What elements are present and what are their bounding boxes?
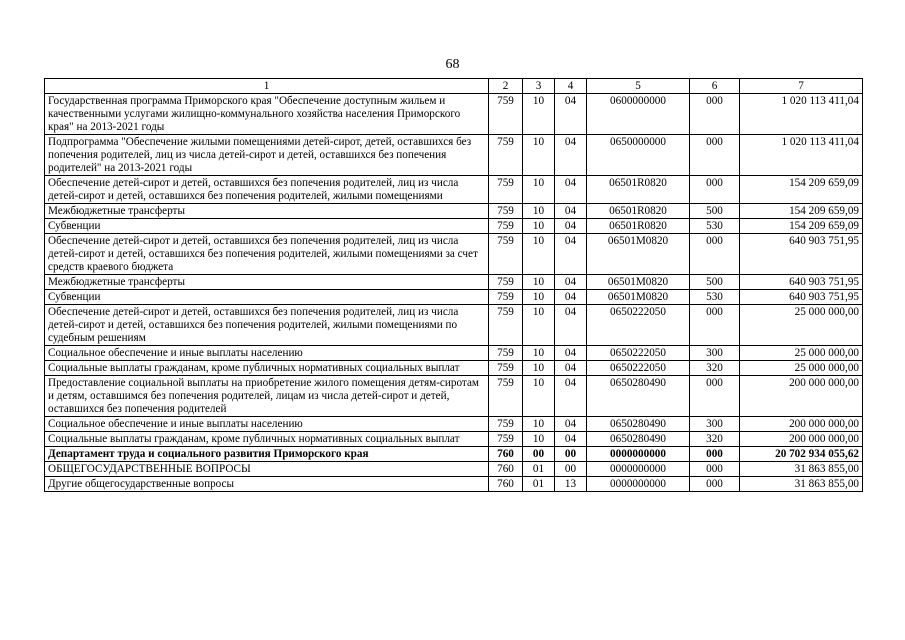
row-col-3: 10	[523, 94, 555, 135]
row-col-3: 10	[523, 234, 555, 275]
row-col-2: 759	[489, 432, 523, 447]
table-row	[45, 376, 863, 417]
row-col-2: 759	[489, 234, 523, 275]
row-description: Департамент труда и социального развития Приморского края	[45, 447, 489, 462]
header-row	[45, 79, 863, 94]
row-sum: 31 863 855,00	[740, 462, 863, 477]
row-col-3: 01	[523, 477, 555, 492]
row-col-4: 04	[555, 275, 587, 290]
row-col-5: 06501M0820	[587, 275, 690, 290]
row-col-3: 00	[523, 447, 555, 462]
row-col-3: 10	[523, 204, 555, 219]
row-col-5: 06501M0820	[587, 290, 690, 305]
row-col-5: 0650222050	[587, 361, 690, 376]
header-col-1: 1	[45, 79, 489, 94]
row-col-5: 0000000000	[587, 477, 690, 492]
row-col-4: 04	[555, 94, 587, 135]
row-col-6: 000	[690, 234, 740, 275]
row-col-5: 06501R0820	[587, 176, 690, 204]
row-description: Субвенции	[45, 219, 489, 234]
row-description: Социальные выплаты гражданам, кроме публичных нормативных социальных выплат	[45, 361, 489, 376]
row-col-4: 04	[555, 376, 587, 417]
row-col-3: 01	[523, 462, 555, 477]
row-col-2: 759	[489, 290, 523, 305]
row-description: Субвенции	[45, 290, 489, 305]
row-sum: 25 000 000,00	[740, 346, 863, 361]
row-sum: 1 020 113 411,04	[740, 94, 863, 135]
row-description: Социальное обеспечение и иные выплаты населению	[45, 417, 489, 432]
row-col-6: 530	[690, 219, 740, 234]
row-col-6: 000	[690, 477, 740, 492]
row-col-2: 759	[489, 305, 523, 346]
table-row	[45, 462, 863, 477]
table-row	[45, 234, 863, 275]
row-col-4: 04	[555, 305, 587, 346]
header-col-5: 5	[587, 79, 690, 94]
row-sum: 154 209 659,09	[740, 204, 863, 219]
row-col-3: 10	[523, 305, 555, 346]
row-description: ОБЩЕГОСУДАРСТВЕННЫЕ ВОПРОСЫ	[45, 462, 489, 477]
row-col-4: 04	[555, 290, 587, 305]
row-col-2: 759	[489, 361, 523, 376]
row-sum: 200 000 000,00	[740, 417, 863, 432]
header-col-4: 4	[555, 79, 587, 94]
row-col-4: 04	[555, 219, 587, 234]
row-col-6: 000	[690, 447, 740, 462]
row-col-2: 759	[489, 219, 523, 234]
row-col-3: 10	[523, 346, 555, 361]
row-sum: 640 903 751,95	[740, 275, 863, 290]
table-row	[45, 176, 863, 204]
row-col-4: 00	[555, 462, 587, 477]
header-col-3: 3	[523, 79, 555, 94]
row-col-5: 0650280490	[587, 432, 690, 447]
row-col-4: 04	[555, 361, 587, 376]
row-col-3: 10	[523, 417, 555, 432]
row-col-5: 0650000000	[587, 135, 690, 176]
row-col-5: 0600000000	[587, 94, 690, 135]
table-row	[45, 361, 863, 376]
row-col-4: 04	[555, 234, 587, 275]
row-col-6: 300	[690, 346, 740, 361]
row-col-6: 320	[690, 361, 740, 376]
row-description: Обеспечение детей-сирот и детей, оставшихся без попечения родителей, лиц из числа детей-сирот и детей, оставшихся без попечения родителей, жилыми помещениями	[45, 176, 489, 204]
table-row	[45, 94, 863, 135]
row-col-6: 300	[690, 417, 740, 432]
table-row	[45, 346, 863, 361]
row-col-4: 00	[555, 447, 587, 462]
row-sum: 200 000 000,00	[740, 432, 863, 447]
row-col-2: 760	[489, 462, 523, 477]
row-description: Межбюджетные трансферты	[45, 275, 489, 290]
page-number: 68	[445, 57, 460, 72]
row-col-3: 10	[523, 135, 555, 176]
row-col-2: 760	[489, 477, 523, 492]
row-col-6: 000	[690, 135, 740, 176]
row-description: Межбюджетные трансферты	[45, 204, 489, 219]
row-col-3: 10	[523, 376, 555, 417]
table-row	[45, 417, 863, 432]
table-row	[45, 219, 863, 234]
row-col-4: 04	[555, 346, 587, 361]
row-col-4: 04	[555, 432, 587, 447]
row-sum: 20 702 934 055,62	[740, 447, 863, 462]
row-col-3: 10	[523, 176, 555, 204]
row-description: Социальные выплаты гражданам, кроме публичных нормативных социальных выплат	[45, 432, 489, 447]
row-col-3: 10	[523, 361, 555, 376]
header-col-2: 2	[489, 79, 523, 94]
row-sum: 154 209 659,09	[740, 219, 863, 234]
row-col-4: 04	[555, 135, 587, 176]
row-col-3: 10	[523, 290, 555, 305]
row-col-5: 0650280490	[587, 376, 690, 417]
row-sum: 1 020 113 411,04	[740, 135, 863, 176]
row-col-2: 759	[489, 94, 523, 135]
row-sum: 154 209 659,09	[740, 176, 863, 204]
row-col-5: 0650222050	[587, 346, 690, 361]
row-sum: 640 903 751,95	[740, 234, 863, 275]
row-col-5: 0650222050	[587, 305, 690, 346]
row-description: Социальное обеспечение и иные выплаты населению	[45, 346, 489, 361]
row-col-5: 06501R0820	[587, 219, 690, 234]
row-col-2: 759	[489, 417, 523, 432]
table-row	[45, 305, 863, 346]
row-col-5: 0000000000	[587, 462, 690, 477]
row-description: Обеспечение детей-сирот и детей, оставшихся без попечения родителей, лиц из числа детей-сирот и детей, оставшихся без попечения родителей, жилыми помещениями по судебным решениям	[45, 305, 489, 346]
row-col-4: 04	[555, 204, 587, 219]
table-row	[45, 477, 863, 492]
table-row	[45, 447, 863, 462]
table-row	[45, 432, 863, 447]
row-sum: 31 863 855,00	[740, 477, 863, 492]
row-sum: 25 000 000,00	[740, 361, 863, 376]
table-row	[45, 290, 863, 305]
row-col-2: 759	[489, 204, 523, 219]
row-description: Другие общегосударственные вопросы	[45, 477, 489, 492]
row-col-6: 500	[690, 275, 740, 290]
header-col-7: 7	[740, 79, 863, 94]
row-col-6: 000	[690, 462, 740, 477]
row-sum: 640 903 751,95	[740, 290, 863, 305]
row-description: Обеспечение детей-сирот и детей, оставшихся без попечения родителей, лиц из числа детей-сирот и детей, оставшихся без попечения родителей, жилыми помещениями за счет средств краевого бюджета	[45, 234, 489, 275]
row-col-4: 04	[555, 417, 587, 432]
row-description: Государственная программа Приморского края "Обеспечение доступным жильем и качественными услугами жилищно-коммунального хозяйства населения Приморского края" на 2013-2021 годы	[45, 94, 489, 135]
row-col-5: 0650280490	[587, 417, 690, 432]
table-row	[45, 135, 863, 176]
row-col-3: 10	[523, 432, 555, 447]
row-sum: 200 000 000,00	[740, 376, 863, 417]
table-row	[45, 275, 863, 290]
row-description: Подпрограмма "Обеспечение жилыми помещениями детей-сирот, детей, оставшихся без попечения родителей, лиц из числа детей-сирот и детей, оставшихся без попечения родителей" на 2013-2021 годы	[45, 135, 489, 176]
header-col-6: 6	[690, 79, 740, 94]
row-col-5: 06501R0820	[587, 204, 690, 219]
row-col-5: 0000000000	[587, 447, 690, 462]
row-col-2: 759	[489, 176, 523, 204]
row-col-6: 530	[690, 290, 740, 305]
row-col-6: 000	[690, 94, 740, 135]
row-col-3: 10	[523, 275, 555, 290]
row-description: Предоставление социальной выплаты на приобретение жилого помещения детям-сиротам и детям, оставшимся без попечения родителей, лицам из числа детей-сирот и детей, оставшихся без попечения родителей	[45, 376, 489, 417]
row-col-6: 000	[690, 376, 740, 417]
row-col-6: 500	[690, 204, 740, 219]
budget-table	[44, 78, 863, 492]
row-col-4: 04	[555, 176, 587, 204]
row-col-6: 000	[690, 176, 740, 204]
row-sum: 25 000 000,00	[740, 305, 863, 346]
row-col-2: 759	[489, 346, 523, 361]
table-row	[45, 204, 863, 219]
row-col-5: 06501M0820	[587, 234, 690, 275]
row-col-2: 759	[489, 135, 523, 176]
row-col-2: 759	[489, 376, 523, 417]
row-col-6: 000	[690, 305, 740, 346]
row-col-2: 760	[489, 447, 523, 462]
row-col-3: 10	[523, 219, 555, 234]
row-col-4: 13	[555, 477, 587, 492]
row-col-6: 320	[690, 432, 740, 447]
row-col-2: 759	[489, 275, 523, 290]
